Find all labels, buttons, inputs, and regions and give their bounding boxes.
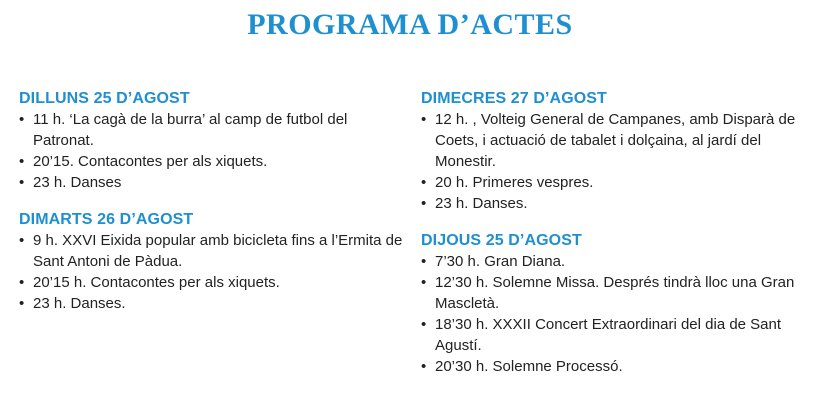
event-item [421, 251, 811, 272]
day-title: DIMARTS 26 D’AGOST [19, 211, 194, 228]
event-item [421, 172, 811, 193]
event-item [19, 151, 409, 172]
bullet-icon: • [19, 153, 25, 170]
event-text: 20 h. Primeres vespres. [435, 174, 594, 191]
bullet-icon: • [421, 274, 427, 291]
event-item [19, 293, 409, 314]
event-list [421, 109, 811, 214]
day-title: DILLUNS 25 D’AGOST [19, 90, 190, 107]
bullet-icon: • [19, 174, 25, 191]
event-item [421, 109, 811, 172]
event-item [19, 172, 409, 193]
bullet-icon: • [421, 195, 427, 212]
day-section-dimarts [19, 210, 409, 314]
event-text: 9 h. XXVI Eixida popular amb bicicleta fins a l’Ermita de Sant Antoni de Pàdua. [33, 232, 403, 270]
event-item [19, 230, 409, 272]
event-text: 11 h. ‘La cagà de la burra’ al camp de futbol del Patronat. [33, 111, 348, 149]
event-item [421, 193, 811, 214]
event-item [19, 272, 409, 293]
event-text: 12’30 h. Solemne Missa. Després tindrà lloc una Gran Mascletà. [435, 274, 795, 312]
event-text: 20’30 h. Solemne Processó. [435, 358, 623, 375]
page-title: PROGRAMA D’ACTES [247, 8, 573, 41]
event-text: 20’15 h. Contacontes per als xiquets. [33, 274, 280, 291]
event-text: 18’30 h. XXXII Concert Extraordinari del dia de Sant Agustí. [435, 316, 782, 354]
event-text: 20’15. Contacontes per als xiquets. [33, 153, 268, 170]
event-list [19, 230, 409, 314]
event-text: 23 h. Danses. [435, 195, 528, 212]
bullet-icon: • [19, 232, 25, 249]
bullet-icon: • [421, 174, 427, 191]
bullet-icon: • [421, 316, 427, 333]
event-item [19, 109, 409, 151]
event-list [19, 109, 409, 193]
event-text: 7’30 h. Gran Diana. [435, 253, 566, 270]
day-title: DIMECRES 27 D’AGOST [421, 90, 607, 107]
bullet-icon: • [421, 111, 427, 128]
bullet-icon: • [421, 358, 427, 375]
event-text: 23 h. Danses. [33, 295, 126, 312]
right-column [421, 89, 811, 394]
bullet-icon: • [19, 274, 25, 291]
bullet-icon: • [19, 295, 25, 312]
day-title: DIJOUS 25 D’AGOST [421, 232, 582, 249]
event-text: 23 h. Danses [33, 174, 122, 191]
event-list [421, 251, 811, 377]
day-section-dijous [421, 231, 811, 377]
day-section-dilluns [19, 89, 409, 193]
bullet-icon: • [19, 111, 25, 128]
event-item [421, 314, 811, 356]
event-text: 12 h. , Volteig General de Campanes, amb Disparà de Coets, i actuació de tabalet i dolçaina, al jardí del Monestir. [435, 111, 796, 170]
event-item [421, 272, 811, 314]
left-column [19, 89, 409, 331]
bullet-icon: • [421, 253, 427, 270]
event-item [421, 356, 811, 377]
day-section-dimecres [421, 89, 811, 214]
